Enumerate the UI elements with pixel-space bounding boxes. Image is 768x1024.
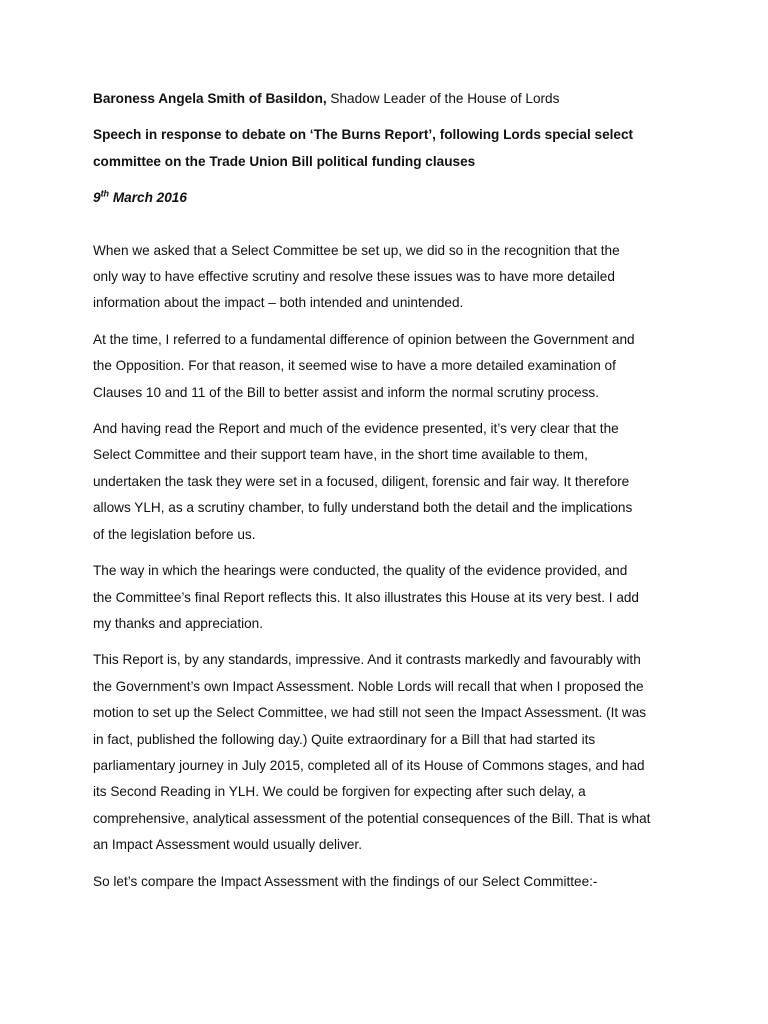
date-rest: March 2016 xyxy=(109,190,187,206)
paragraph-line: information about the impact – both intended and unintended. xyxy=(93,295,464,311)
paragraph-4 xyxy=(93,558,683,637)
paragraph-line: its Second Reading in YLH. We could be forgiven for expecting after such delay, a xyxy=(93,784,586,800)
paragraph-line: in fact, published the following day.) Quite extraordinary for a Bill that had started its xyxy=(93,731,596,747)
paragraph-line: parliamentary journey in July 2015, completed all of its House of Commons stages, and had xyxy=(93,757,645,773)
author-name: Baroness Angela Smith of Basildon, xyxy=(93,91,327,106)
paragraph-line: And having read the Report and much of the evidence presented, it’s very clear that the xyxy=(93,421,619,437)
document-page xyxy=(93,86,683,895)
paragraph-2 xyxy=(93,327,683,406)
paragraph-line: an Impact Assessment would usually deliver. xyxy=(93,837,362,853)
speech-title-line-1: Speech in response to debate on ‘The Burns Report’, following Lords special select xyxy=(93,127,634,143)
paragraph-1 xyxy=(93,238,683,317)
paragraph-line: undertaken the task they were set in a focused, diligent, forensic and fair way. It therefore xyxy=(93,473,630,489)
paragraph-line: the Government’s own Impact Assessment. Noble Lords will recall that when I proposed the xyxy=(93,678,644,694)
date-day: 9 xyxy=(93,190,101,206)
paragraph-line: the Opposition. For that reason, it seemed wise to have a more detailed examination of xyxy=(93,358,616,374)
paragraph-line: my thanks and appreciation. xyxy=(93,615,264,631)
date-suffix: th xyxy=(100,188,110,199)
speech-date xyxy=(93,185,683,211)
paragraph-line: The way in which the hearings were conducted, the quality of the evidence provided, and xyxy=(93,563,628,579)
paragraph-line: Clauses 10 and 11 of the Bill to better assist and inform the normal scrutiny process. xyxy=(93,384,599,400)
paragraph-line: allows YLH, as a scrutiny chamber, to fully understand both the detail and the implications xyxy=(93,500,633,516)
paragraph-line: At the time, I referred to a fundamental difference of opinion between the Government and xyxy=(93,331,635,347)
paragraph-line: comprehensive, analytical assessment of the potential consequences of the Bill. That is what xyxy=(93,810,651,826)
paragraph-line: of the legislation before us. xyxy=(93,526,256,542)
author-line xyxy=(93,86,683,112)
paragraph-line: Select Committee and their support team have, in the short time available to them, xyxy=(93,447,588,463)
speech-title-line-2: committee on the Trade Union Bill political funding clauses xyxy=(93,153,476,169)
paragraph-line: the Committee’s final Report reflects this. It also illustrates this House at its very best. I add xyxy=(93,589,639,605)
paragraph-line: So let’s compare the Impact Assessment with the findings of our Select Committee:- xyxy=(93,873,598,889)
paragraph-6 xyxy=(93,869,683,895)
paragraph-5 xyxy=(93,647,683,858)
paragraph-line: This Report is, by any standards, impressive. And it contrasts markedly and favourably with xyxy=(93,652,641,668)
paragraph-line: motion to set up the Select Committee, we had still not seen the Impact Assessment. (It was xyxy=(93,705,647,721)
paragraph-line: only way to have effective scrutiny and resolve these issues was to have more detailed xyxy=(93,269,615,285)
paragraph-line: When we asked that a Select Committee be set up, we did so in the recognition that the xyxy=(93,242,620,258)
author-role: Shadow Leader of the House of Lords xyxy=(326,91,560,106)
paragraph-3 xyxy=(93,416,683,548)
